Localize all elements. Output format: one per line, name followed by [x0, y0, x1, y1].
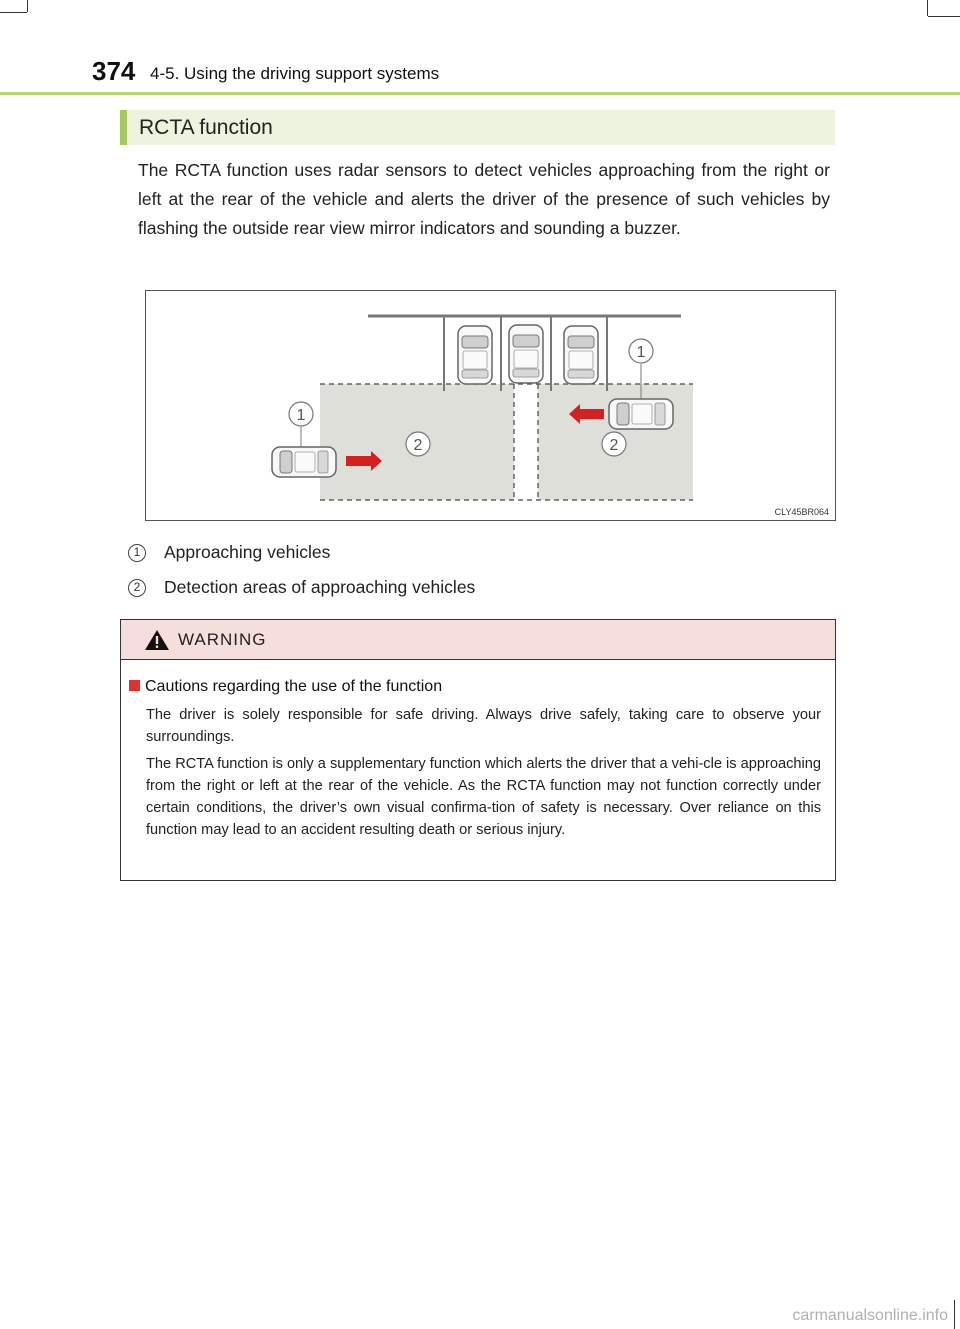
warning-paragraph: The RCTA function is only a supplementary function which alerts the driver that a vehi-cle is approaching from the right or left at the rear of the vehicle. As the RCTA function may not function correctly under certain conditions, the driver’s own visual confirma-tion of safety is necessary. Over reliance on this function may lead to an accident resulting death or serious injury. — [146, 756, 821, 838]
callout-label: 2 — [413, 437, 423, 454]
rcta-diagram — [145, 290, 836, 521]
crop-mark — [27, 0, 28, 12]
callout-label: 1 — [636, 344, 646, 361]
section-heading-text: RCTA function — [139, 116, 273, 139]
warning-paragraph: The driver is solely responsible for safe driving. Always drive safely, taking care to observe your surroundings. — [146, 707, 821, 745]
section-body: The RCTA function uses radar sensors to detect vehicles approaching from the right or left at the rear of the vehicle and alerts the driver of the presence of such vehicles by flashing the outside rear view mirror indicators and sounding a buzzer. — [138, 160, 830, 238]
legend-number: 2 — [128, 579, 146, 597]
parked-car — [458, 326, 492, 384]
warning-triangle-icon — [144, 629, 170, 651]
warning-header — [121, 620, 835, 660]
section-heading — [120, 110, 835, 145]
square-bullet-icon — [129, 680, 140, 691]
parked-car — [564, 326, 598, 384]
legend-number: 1 — [128, 544, 146, 562]
callout-label: 1 — [296, 407, 306, 424]
chapter-title: 4-5. Using the driving support systems — [150, 64, 440, 83]
warning-subheading-text: Cautions regarding the use of the function — [145, 678, 443, 695]
approaching-vehicle-left — [272, 447, 336, 477]
watermark: carmanualsonline.info — [792, 1307, 948, 1324]
figure-code: CLY45BR064 — [774, 507, 829, 517]
header-divider — [0, 92, 960, 95]
crop-mark — [954, 1300, 955, 1329]
crop-mark — [0, 12, 27, 13]
own-vehicle — [509, 325, 543, 383]
crop-mark — [927, 0, 928, 16]
warning-box — [120, 619, 836, 881]
legend-text: Detection areas of approaching vehicles — [164, 577, 476, 597]
approaching-vehicle-right — [609, 399, 673, 429]
page-number: 374 — [92, 56, 136, 86]
warning-title: WARNING — [178, 630, 267, 649]
warning-subheading — [129, 678, 442, 696]
callout-label: 2 — [609, 437, 619, 454]
legend-text: Approaching vehicles — [164, 542, 331, 562]
rcta-illustration — [146, 291, 835, 520]
crop-mark — [928, 16, 960, 17]
